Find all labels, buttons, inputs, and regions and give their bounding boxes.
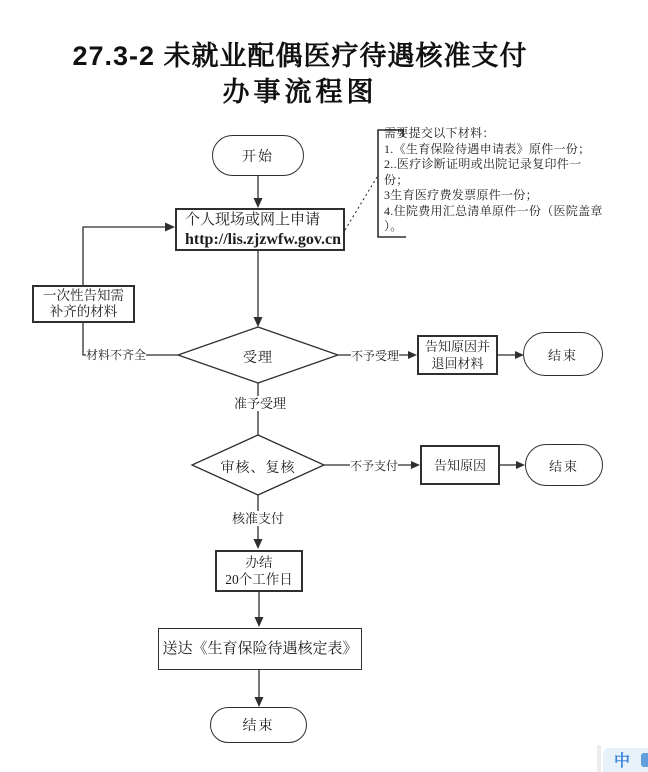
end3-label: 结束 [242,719,275,734]
arrowhead-icon [165,223,175,232]
arrow-reject-to-end1 [498,351,524,359]
done-line1: 办结 [245,555,273,570]
arrowhead-icon [408,351,417,359]
note-line: 需要提交以下材料： [384,126,495,140]
note-line: 4.住院费用汇总清单原件一份（医院盖章 [384,203,603,218]
review-decision-label: 审核、复核 [220,461,296,476]
reject-line2: 退回材料 [431,356,484,371]
note-line: 3生育医疗费发票原件一份； [384,188,538,202]
arrowhead-icon [254,317,263,327]
arrowhead-icon [411,461,420,469]
branch-label-accept: 准予受理 [234,396,287,411]
accept-decision-label: 受理 [243,351,273,366]
notify-missing-box [32,285,135,323]
keyboard-icon[interactable] [641,753,648,767]
arrowhead-icon [255,697,264,707]
start-terminator [212,135,304,176]
arrowhead-icon [516,461,525,469]
branch-label-approve-pay: 核准支付 [232,511,285,526]
arrow-done-to-deliver [255,592,264,627]
end-terminator-2 [525,444,603,486]
arrowhead-icon [255,617,264,627]
apply-label: 个人现场或网上申请 [185,211,321,228]
notify-missing-line1: 一次性告知需 [43,288,124,303]
end-terminator-1 [523,332,603,376]
page-title: 27.3-2 未就业配偶医疗待遇核准支付 [72,41,528,71]
apply-process-box [175,208,345,251]
arrowhead-icon [254,539,263,549]
branch-label-not-accept: 不予受理 [351,349,400,363]
arrowhead-icon [254,198,263,208]
end1-label: 结束 [547,347,578,363]
arrow-apply-to-accept [254,251,263,327]
note-line: 1.《生育保险待遇申请表》原件一份； [384,141,591,156]
arrow-deliver-to-end3 [255,670,264,707]
ime-language-icon: 中 [614,753,631,770]
deliver-box [158,628,362,670]
done-line2: 20个工作日 [225,572,293,587]
start-label: 开始 [242,149,274,165]
notify-reason-box [420,445,500,485]
required-materials-note [384,126,603,235]
end-terminator-3 [210,707,307,743]
reject-return-box [417,335,498,375]
dashed-note-connector [345,177,377,230]
branch-label-not-pay: 不予支付 [350,459,399,473]
arrow-start-to-apply [254,176,263,208]
arrow-reason-to-end2 [500,461,525,469]
end2-label: 结束 [548,458,579,474]
reject-line1: 告知原因并 [424,339,490,354]
deliver-label: 送达《生育保险待遇核定表》 [162,640,358,657]
branch-label-incomplete: 材料不齐全 [86,348,147,362]
notify-missing-line2: 补齐的材料 [49,304,118,319]
note-line: ）。 [384,219,403,233]
note-line: 份； [384,172,409,187]
reason-label: 告知原因 [433,457,486,473]
page-subtitle: 办事流程图 [222,77,378,107]
apply-url: http://lis.zjzwfw.gov.cn [185,230,341,248]
done-box [215,550,303,592]
ime-tray-divider [597,745,601,772]
note-line: 2..医疗诊断证明或出院记录复印件一 [384,157,582,171]
